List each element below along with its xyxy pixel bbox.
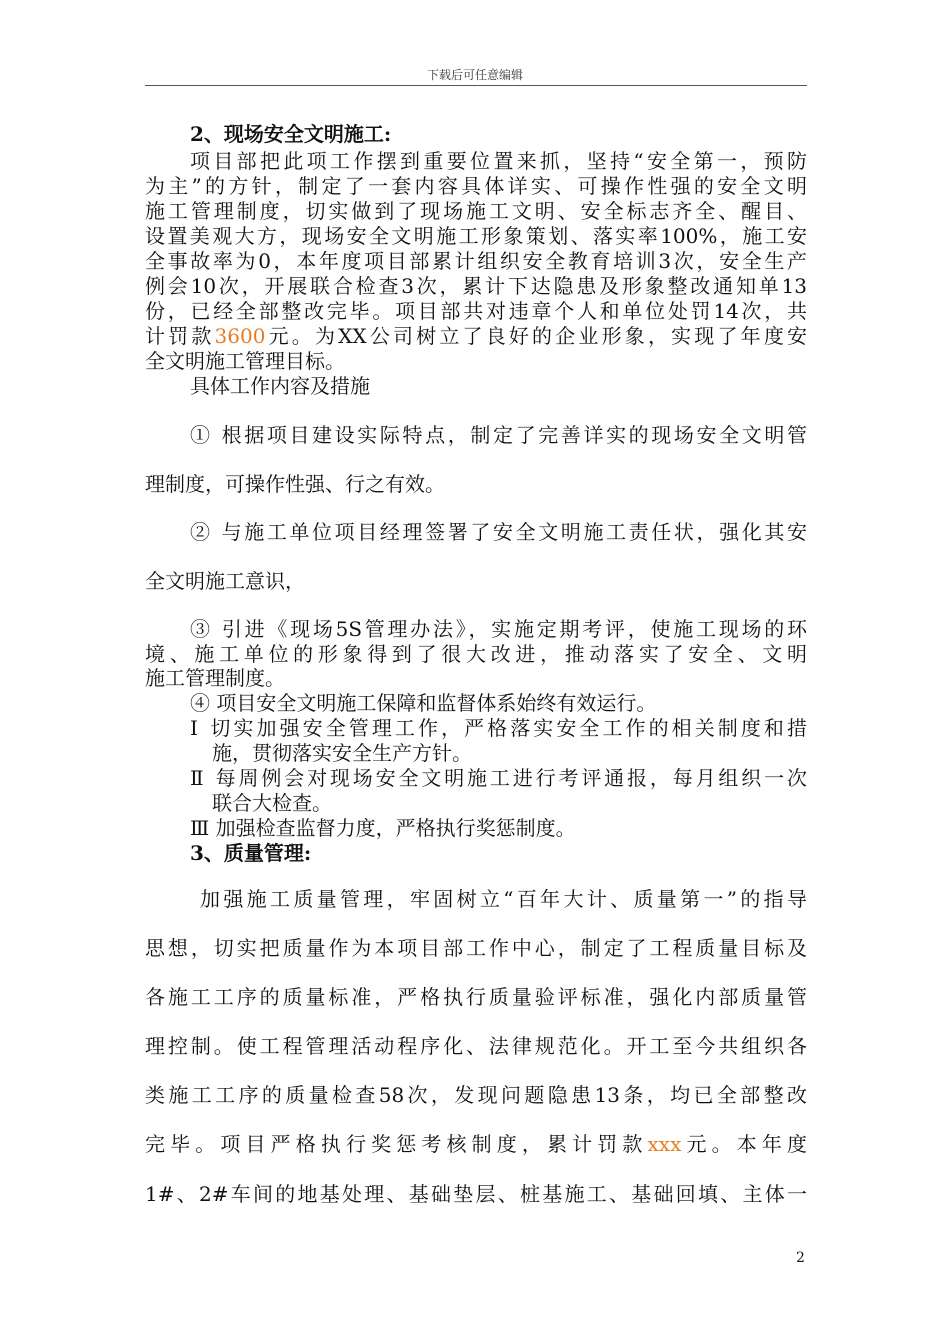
fine-prefix: 完毕。项目严格执行奖惩考核制度，累计罚款 bbox=[145, 1132, 648, 1156]
fine-suffix: 元。为XX公司树立了良好的企业形象，实现了年度安 bbox=[265, 324, 808, 348]
measure-item-3: ③ 引进《现场5S管理办法》，实施定期考评，使施工现场的环 bbox=[190, 617, 807, 641]
para1-line: 例会10次，开展联合检查3次，累计下达隐患及形象整改通知单13 bbox=[145, 274, 807, 298]
fine-prefix: 计罚款 bbox=[145, 324, 215, 348]
sub-item-2-cont: 联合大检查。 bbox=[212, 791, 332, 815]
measure-item-2-cont: 全文明施工意识， bbox=[145, 569, 305, 593]
fine-suffix: 元。本年度 bbox=[681, 1132, 808, 1156]
para1-line: 份，已经全部整改完毕。项目部共对违章个人和单位处罚14次，共 bbox=[145, 299, 807, 323]
measure-item-1: ① 根据项目建设实际特点，制定了完善详实的现场安全文明管 bbox=[190, 423, 807, 447]
para1-line-fine bbox=[145, 322, 807, 350]
sub-item-2: Ⅱ 每周例会对现场安全文明施工进行考评通报，每月组织一次 bbox=[190, 766, 807, 790]
para1-line: 为主”的方针，制定了一套内容具体详实、可操作性强的安全文明 bbox=[145, 174, 807, 198]
section3-line: 加强施工质量管理，牢固树立“百年大计、质量第一”的指导 bbox=[200, 887, 807, 911]
para1-line: 施工管理制度，切实做到了现场施工文明、安全标志齐全、醒目、 bbox=[145, 199, 807, 223]
section3-line: 类施工工序的质量检查58次，发现问题隐患13条，均已全部整改 bbox=[145, 1083, 807, 1107]
measure-item-3-cont: 施工管理制度。 bbox=[145, 666, 285, 690]
section3-line: 理控制。使工程管理活动程序化、法律规范化。开工至今共组织各 bbox=[145, 1034, 807, 1058]
sub-item-1: Ⅰ 切实加强安全管理工作，严格落实安全工作的相关制度和措 bbox=[190, 716, 807, 740]
measures-title: 具体工作内容及措施 bbox=[190, 374, 370, 398]
sub-item-3: Ⅲ 加强检查监督力度，严格执行奖惩制度。 bbox=[190, 816, 576, 840]
measure-item-4: ④ 项目安全文明施工保障和监督体系始终有效运行。 bbox=[190, 691, 657, 715]
fine-amount: 3600 bbox=[214, 324, 266, 348]
section3-line: 思想，切实把质量作为本项目部工作中心，制定了工程质量目标及 bbox=[145, 936, 807, 960]
measure-item-1-cont: 理制度，可操作性强、行之有效。 bbox=[145, 472, 445, 496]
section3-line: 1#、2#车间的地基处理、基础垫层、桩基施工、基础回填、主体一 bbox=[145, 1182, 807, 1206]
header-rule bbox=[145, 85, 807, 86]
section3-line-fine bbox=[145, 1130, 807, 1158]
page-number: 2 bbox=[796, 1250, 805, 1266]
para1-last-line: 全文明施工管理目标。 bbox=[145, 349, 345, 373]
para1-line: 项目部把此项工作摆到重要位置来抓，坚持“安全第一，预防 bbox=[190, 149, 807, 173]
section3-title: 3、质量管理: bbox=[190, 841, 312, 865]
measure-item-2: ② 与施工单位项目经理签署了安全文明施工责任状，强化其安 bbox=[190, 520, 807, 544]
section2-title: 2、现场安全文明施工: bbox=[190, 122, 392, 146]
para1-line: 设置美观大方，现场安全文明施工形象策划、落实率100%，施工安 bbox=[145, 224, 807, 248]
para1-line: 全事故率为0，本年度项目部累计组织安全教育培训3次，安全生产 bbox=[145, 249, 807, 273]
sub-item-1-cont: 施，贯彻落实安全生产方针。 bbox=[212, 741, 472, 765]
page-header: 下载后可任意编辑 bbox=[426, 68, 523, 82]
measure-item-3-cont: 境、施工单位的形象得到了很大改进，推动落实了安全、文明 bbox=[145, 642, 807, 666]
fine-amount: xxx bbox=[647, 1132, 682, 1156]
section3-line: 各施工工序的质量标准，严格执行质量验评标准，强化内部质量管 bbox=[145, 985, 807, 1009]
